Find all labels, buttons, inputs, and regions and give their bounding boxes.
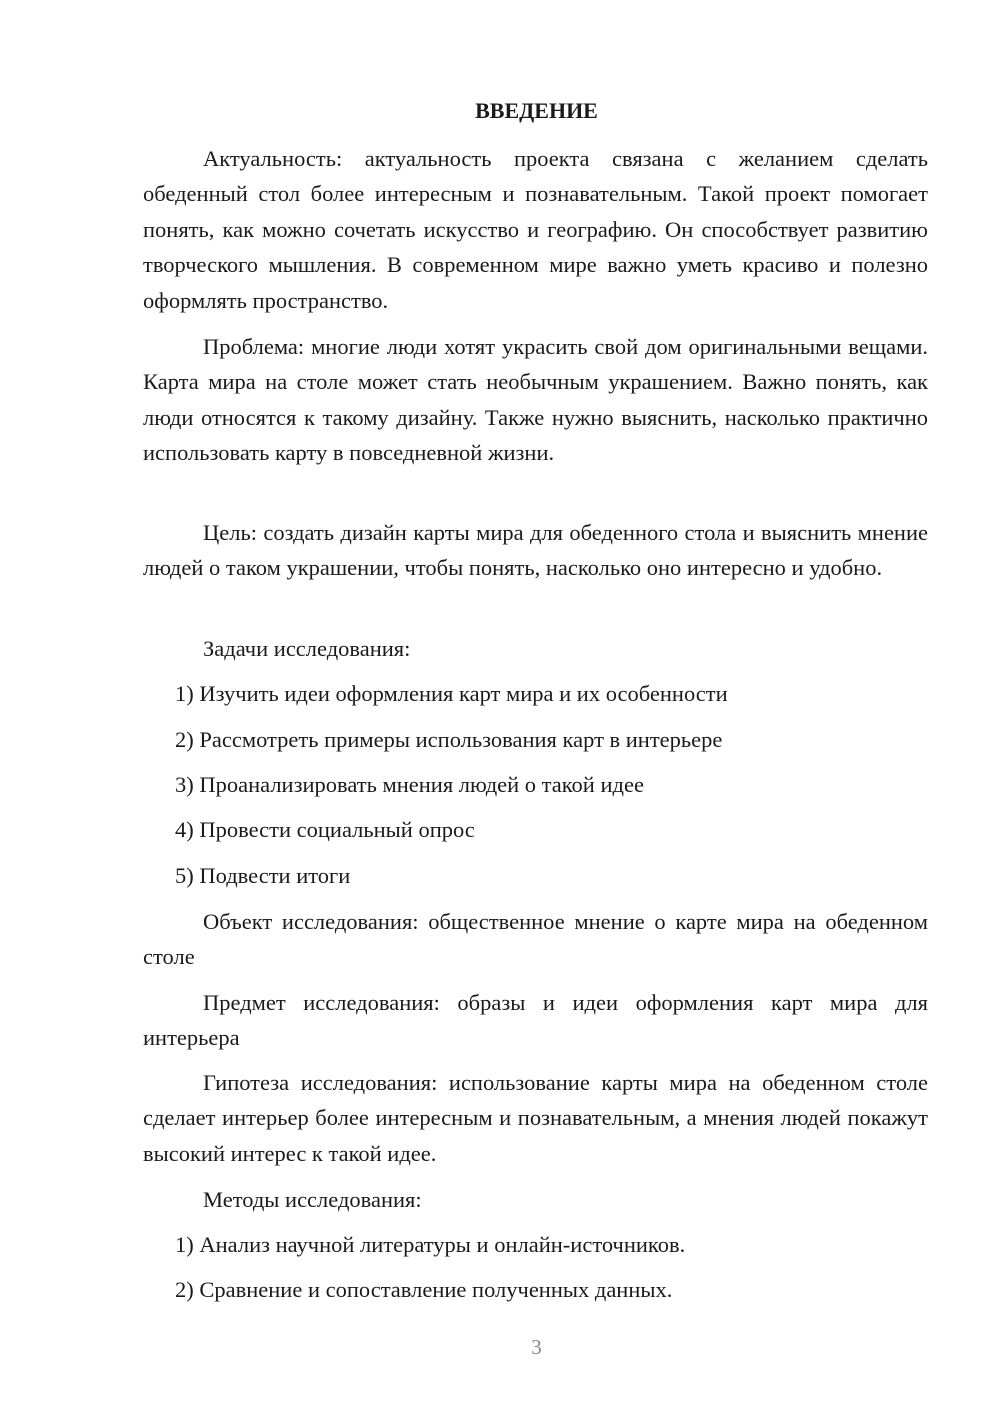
problem-paragraph: Проблема: многие люди хотят украсить свой дом оригинальными вещами. Карта мира на столе может стать необычным украшением. Важно понять, как люди относятся к такому дизайну. Также нужно выяснить, насколько практично использовать карту в повседневной жизни. [143,334,928,466]
task-item: 5) Подвести итоги [175,863,351,888]
subject-paragraph: Предмет исследования: образы и идеи оформления карт мира для интерьера [143,990,928,1051]
tasks-title: Задачи исследования: [203,636,411,661]
task-item: 3) Проанализировать мнения людей о такой идее [175,772,644,797]
section-heading: ВВЕДЕНИЕ [475,98,598,123]
object-paragraph: Объект исследования: общественное мнение о карте мира на обеденном столе [143,909,928,970]
task-item: 4) Провести социальный опрос [175,817,475,842]
methods-title: Методы исследования: [203,1187,422,1212]
task-item: 2) Рассмотреть примеры использования карт в интерьере [175,727,723,752]
method-item: 2) Сравнение и сопоставление полученных данных. [175,1277,673,1302]
method-item: 1) Анализ научной литературы и онлайн-источников. [175,1232,686,1257]
page-number: 3 [531,1335,542,1359]
task-item: 1) Изучить идеи оформления карт мира и их особенности [175,681,728,706]
hypothesis-paragraph: Гипотеза исследования: использование карты мира на обеденном столе сделает интерьер более интересным и познавательным, а мнения людей покажут высокий интерес к такой идее. [143,1070,928,1166]
actuality-paragraph: Актуальность: актуальность проекта связана с желанием сделать обеденный стол более интересным и познавательным. Такой проект помогает понять, как можно сочетать искусство и географию. Он способствует развитию творческого мышления. В современном мире важно уметь красиво и полезно оформлять пространство. [143,146,928,313]
goal-paragraph: Цель: создать дизайн карты мира для обеденного стола и выяснить мнение людей о таком украшении, чтобы понять, насколько оно интересно и удобно. [143,520,928,581]
